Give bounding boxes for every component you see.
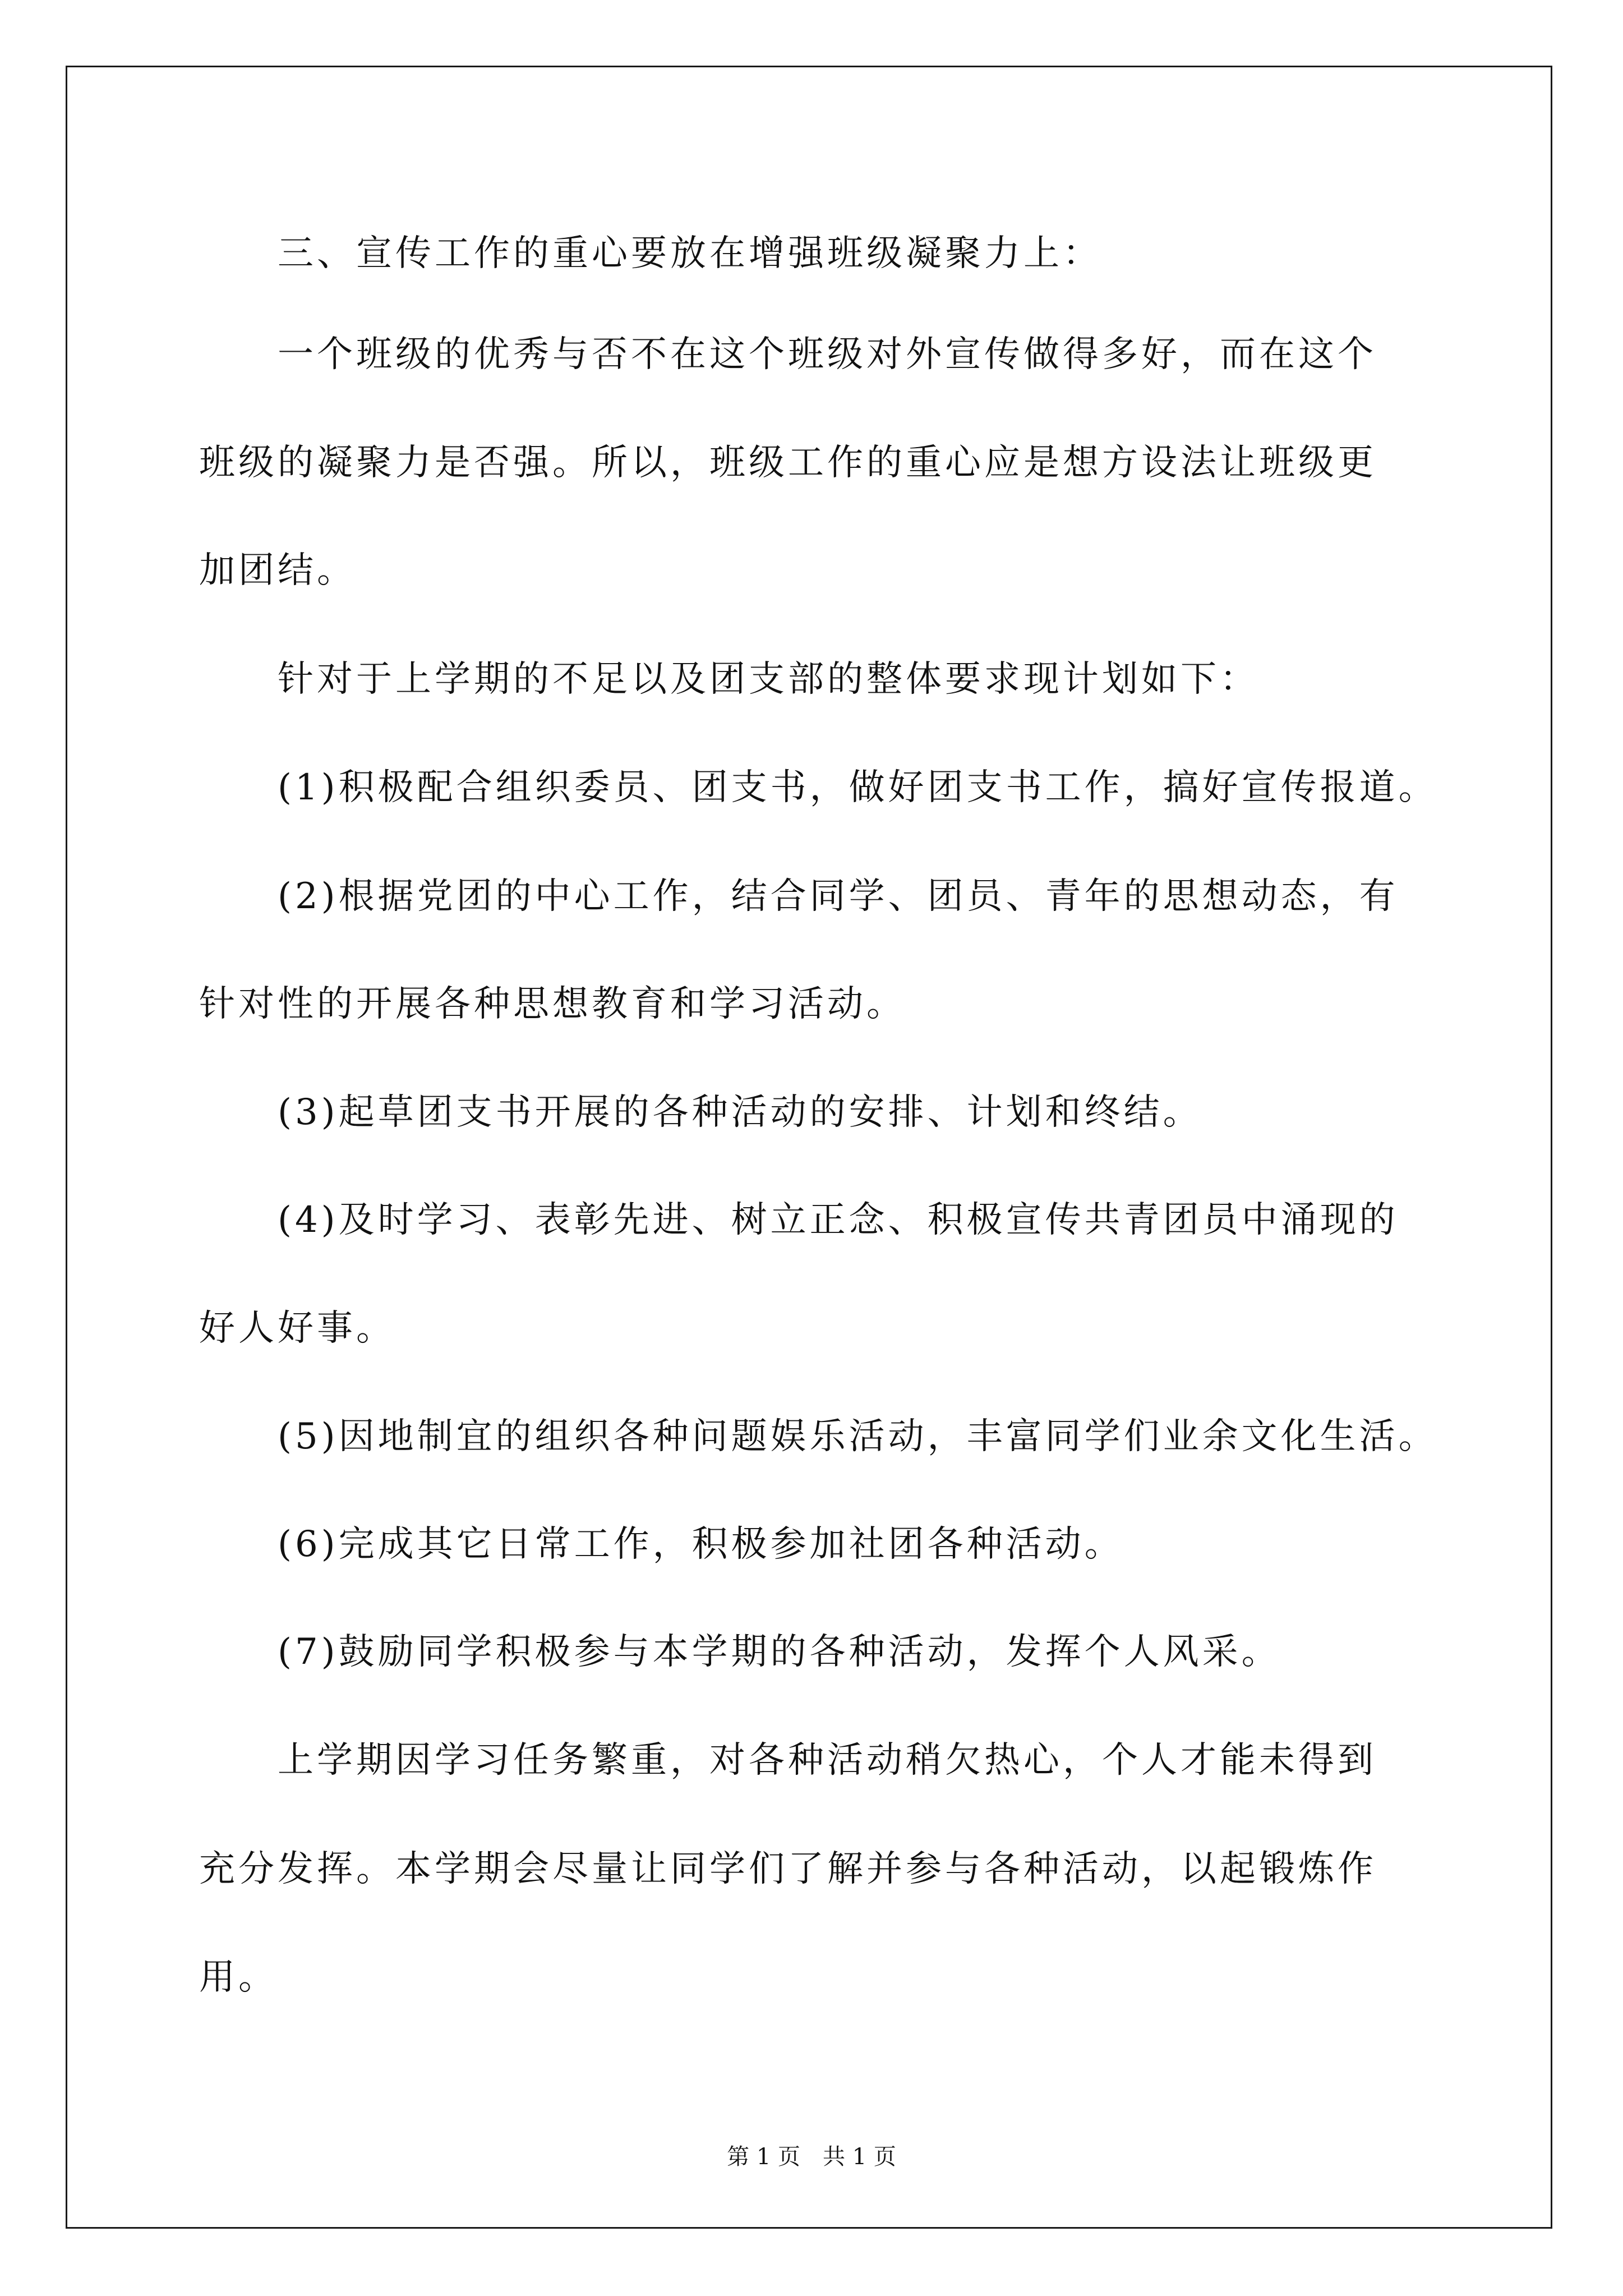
text-line: (7)鼓励同学积极参与本学期的各种活动，发挥个人风采。 xyxy=(199,1631,1281,1673)
page-number: 第 1 页 共 1 页 xyxy=(727,2144,896,2170)
text-line: 三、宣传工作的重心要放在增强班级凝聚力上： xyxy=(199,233,1102,274)
text-line: (6)完成其它日常工作，积极参加社团各种活动。 xyxy=(199,1524,1124,1565)
text-line: 上学期因学习任务繁重，对各种活动稍欠热心，个人才能未得到 xyxy=(199,1740,1377,1781)
text-line: 充分发挥。本学期会尽量让同学们了解并参与各种活动，以起锻炼作 xyxy=(199,1848,1377,1890)
text-line: 针对性的开展各种思想教育和学习活动。 xyxy=(199,983,906,1025)
text-line: (2)根据党团的中心工作，结合同学、团员、青年的思想动态，有 xyxy=(199,876,1399,917)
text-line: (4)及时学习、表彰先进、树立正念、积极宣传共青团员中涌现的 xyxy=(199,1199,1399,1241)
text-line: 班级的凝聚力是否强。所以，班级工作的重心应是想方设法让班级更 xyxy=(199,442,1377,484)
text-line: 用。 xyxy=(199,1957,278,1998)
text-line: (3)起草团支书开展的各种活动的安排、计划和终结。 xyxy=(199,1092,1202,1133)
text-line: (1)积极配合组织委员、团支书，做好团支书工作，搞好宣传报道。 xyxy=(199,767,1438,808)
text-line: 一个班级的优秀与否不在这个班级对外宣传做得多好，而在这个 xyxy=(199,334,1377,375)
text-line: 加团结。 xyxy=(199,550,356,591)
page-border xyxy=(66,66,1552,2229)
text-line: (5)因地制宜的组织各种问题娱乐活动，丰富同学们业余文化生活。 xyxy=(199,1416,1438,1457)
text-line: 好人好事。 xyxy=(199,1308,395,1349)
text-line: 针对于上学期的不足以及团支部的整体要求现计划如下： xyxy=(199,659,1259,700)
